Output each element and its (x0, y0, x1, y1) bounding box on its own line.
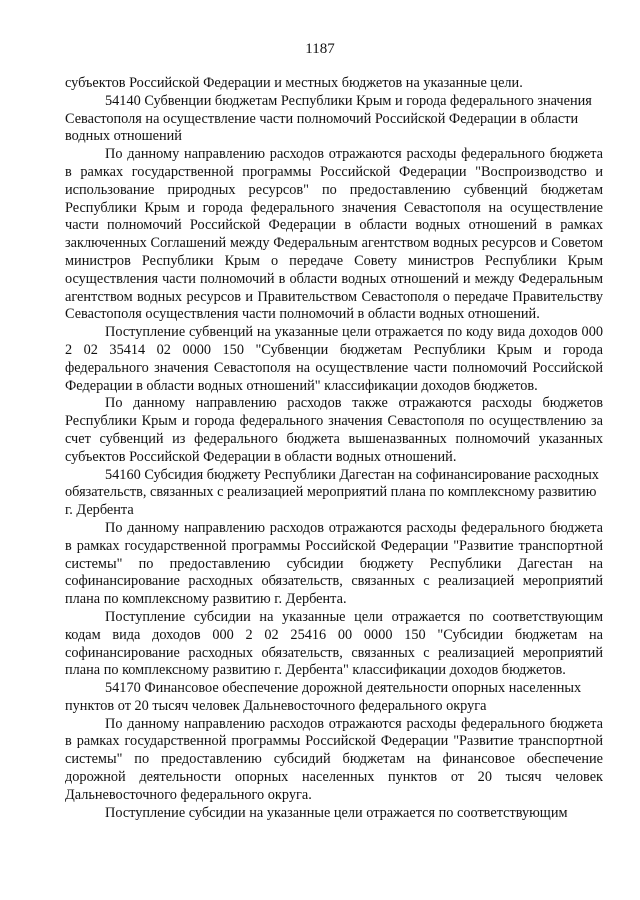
paragraph: По данному направлению расходов отражаются расходы федерального бюджета в рамках государственной программы Российской Федерации "Развитие транспортной системы" по предоставлению субсидий бюджетам на финансовое обеспечение дорожной деятельности опорных населенных пунктов от 20 тысяч человек Дальневосточного федерального округа. (65, 715, 603, 803)
paragraph: Поступление субвенций на указанные цели отражается по коду вида доходов 000 2 02 35414 02 0000 150 "Субвенции бюджетам Республики Крым и города федерального значения Севастополя на осуществление части полномочий Российской Федерации в области водных отношений" классификации доходов бюджетов. (65, 324, 603, 394)
page-number: 1187 (305, 41, 335, 57)
paragraph: По данному направлению расходов отражаются расходы федерального бюджета в рамках государственной программы Российской Федерации "Развитие транспортной системы" по предоставлению субсидии бюджету Республики Дагестан на софинансирование расходных обязательств, связанных с реализацией мероприятий плана по комплексному развитию г. Дербента. (65, 519, 603, 608)
paragraph: По данному направлению расходов отражаются расходы федерального бюджета в рамках государственной программы Российской Федерации "Воспроизводство и использование природных ресурсов" по предоставлению субвенций бюджетам Республики Крым и города федерального значения Севастополя на осуществление части полномочий Российской Федерации в области водных отношений в рамках заключенных Соглашений между Федеральным агентством водных ресурсов и Советом министров Республики Крым о передаче Совету министров Республики Крым осуществления части полномочий в области водных отношений и между Федеральным агентством водных ресурсов и Правительством Севастополя о передаче Правительству Севастополя осуществления части полномочий в области водных отношений. (65, 146, 603, 323)
paragraph: По данному направлению расходов также отражаются расходы бюджетов Республики Крым и города федерального значения Севастополя по осуществлению за счет субвенций из федерального бюджета вышеназванных полномочий указанных субъектов Российской Федерации в области водных отношений. (65, 395, 603, 465)
document-body (65, 75, 603, 822)
paragraph-truncated: Поступление субсидии на указанные цели отражается по соответствующим (105, 804, 568, 821)
paragraph: Поступление субсидии на указанные цели отражается по соответствующим кодам вида доходов 000 2 02 25416 00 0000 150 "Субсидии бюджетам на софинансирование расходных обязательств, связанных с реализацией мероприятий плана по комплексному развитию г. Дербента" классификации доходов бюджетов. (65, 608, 603, 679)
code-heading-54160: 54160 Субсидия бюджету Республики Дагестан на софинансирование расходных обязательств, связанных с реализацией мероприятий плана по комплексному развитию г. Дербента (65, 466, 599, 519)
code-heading-54140: 54140 Субвенции бюджетам Республики Крым и города федерального значения Севастополя на осуществление части полномочий Российской Федерации в области водных отношений (65, 92, 592, 145)
paragraph-continuation: субъектов Российской Федерации и местных бюджетов на указанные цели. (65, 75, 523, 91)
code-heading-54170: 54170 Финансовое обеспечение дорожной деятельности опорных населенных пунктов от 20 тысяч человек Дальневосточного федерального округа (65, 680, 582, 714)
